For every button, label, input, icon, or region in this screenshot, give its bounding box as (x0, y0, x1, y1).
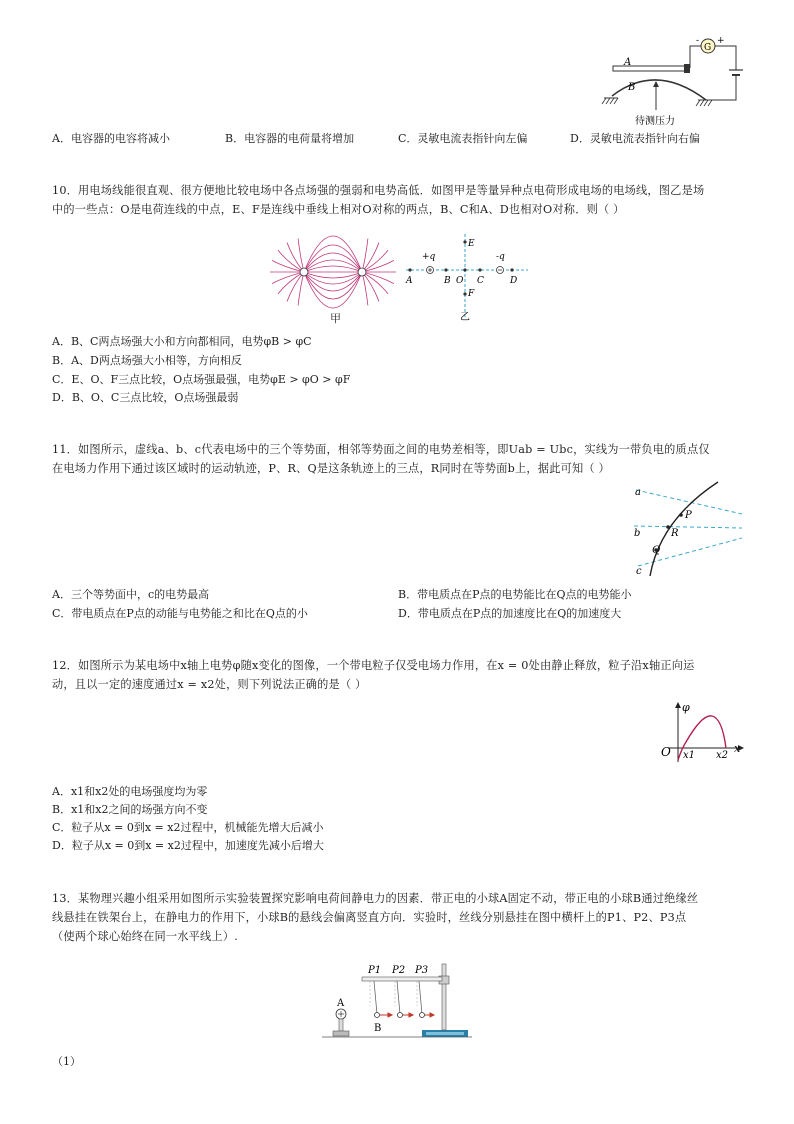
svg-text:+q: +q (422, 252, 436, 262)
svg-text:C: C (477, 276, 484, 286)
field-line (298, 239, 304, 272)
q12-option-a[interactable]: A．x1和x2处的电场强度均为零 (52, 785, 208, 798)
svg-text:φ: φ (682, 701, 690, 714)
q9-option-a[interactable]: A．电容器的电容将减小 (52, 132, 170, 145)
svg-text:+: + (717, 36, 725, 46)
svg-text:B: B (374, 1023, 382, 1034)
q13-stem-line3: （使两个球心始终在同一水平线上）. (52, 930, 238, 943)
svg-text:R: R (671, 528, 679, 539)
svg-text:B: B (628, 82, 636, 93)
q13-stem-line1: 13．某物理兴趣小组采用如图所示实验装置探究影响电荷间静电力的因素．带正电的小球A固定不动，带正电的小球B通过绝缘丝 (52, 892, 699, 905)
svg-text:E: E (468, 239, 475, 249)
svg-text:x1: x1 (683, 750, 696, 761)
svg-text:O: O (661, 745, 671, 759)
svg-text:P1: P1 (368, 965, 382, 976)
field-line (304, 236, 362, 272)
q12-potential-graph (656, 700, 746, 766)
q9-pressure-sensor-figure (598, 32, 748, 132)
svg-text:P3: P3 (415, 965, 429, 976)
field-line (304, 272, 362, 308)
svg-text:D: D (510, 276, 518, 286)
q10-stem-line2: 中的一些点：O是电荷连线的中点，E、F是连线中垂线上相对O对称的两点，B、C和A、D也相对O对称．则（ ） (52, 203, 625, 216)
field-line (362, 239, 368, 272)
q12-stem-line1: 12．如图所示为某电场中x轴上电势φ随x变化的图像，一个带电粒子仅受电场力作用，在x = 0处由静止释放，粒子沿x轴正向运 (52, 659, 695, 672)
positive-charge (300, 268, 308, 276)
q13-stem-line2: 线悬挂在铁架台上，在静电力的作用下，小球B的悬线会偏离竖直方向．实验时，丝线分别悬挂在图中横杆上的P1、P2、P3点 (52, 911, 687, 924)
q10-option-c[interactable]: C．E、O、F三点比较，O点场强最强，电势φE > φO > φF (52, 373, 351, 386)
q13-part-1-label: （1） (52, 1055, 81, 1068)
q9-option-c[interactable]: C．灵敏电流表指针向左偏 (398, 132, 528, 145)
svg-text:-q: -q (496, 252, 505, 262)
negative-charge (358, 268, 366, 276)
svg-text:A: A (624, 57, 632, 68)
q12-option-b[interactable]: B．x1和x2之间的场强方向不变 (52, 803, 208, 816)
q10-option-d[interactable]: D．B、O、C三点比较，O点场强最弱 (52, 391, 239, 404)
q13-apparatus-figure (322, 956, 472, 1044)
q12-stem-line2: 动，且以一定的速度通过x = x2处，则下列说法正确的是（ ） (52, 678, 367, 691)
svg-text:x2: x2 (716, 750, 729, 761)
svg-text:Q: Q (652, 545, 661, 556)
field-line (304, 272, 362, 278)
svg-text:P: P (685, 510, 692, 521)
svg-text:P2: P2 (392, 965, 406, 976)
svg-text:-: - (696, 36, 700, 46)
q11-option-c[interactable]: C．带电质点在P点的动能与电势能之和比在Q点的小 (52, 607, 308, 620)
q11-option-b[interactable]: B．带电质点在P点的电势能比在Q点的电势能小 (398, 588, 632, 601)
q10-option-b[interactable]: B．A、D两点场强大小相等，方向相反 (52, 354, 242, 367)
svg-text:A: A (337, 998, 345, 1009)
q11-stem-line2: 在电场力作用下通过该区域时的运动轨迹，P、R、Q是这条轨迹上的三点，R同时在等势面b上，据此可知（ ） (52, 462, 610, 475)
q10-option-a[interactable]: A．B、C两点场强大小和方向都相同，电势φB > φC (52, 335, 312, 348)
field-line (304, 245, 362, 272)
q10-caption-jia: 甲 (330, 312, 341, 325)
svg-text:G: G (704, 43, 712, 53)
q11-stem-line1: 11．如图所示，虚线a、b、c代表电场中的三个等势面，相邻等势面之间的电势差相等，即Uab = Ubc，实线为一带负电的质点仅 (52, 443, 710, 456)
q10-points-figure-yi (400, 232, 530, 322)
svg-text:x: x (734, 742, 741, 755)
q12-option-c[interactable]: C．粒子从x = 0到x = x2过程中，机械能先增大后减小 (52, 821, 324, 834)
q11-equipotential-figure (630, 480, 744, 580)
svg-text:O: O (456, 276, 464, 286)
q9-option-b[interactable]: B．电容器的电荷量将增加 (225, 132, 355, 145)
svg-text:b: b (634, 528, 641, 539)
svg-text:c: c (636, 566, 642, 577)
svg-text:A: A (406, 276, 413, 286)
field-line (304, 266, 362, 272)
field-line (298, 272, 304, 305)
svg-text:待测压力: 待测压力 (635, 116, 675, 127)
q10-field-lines-figure-jia (266, 232, 400, 312)
q9-option-d[interactable]: D．灵敏电流表指针向右偏 (570, 132, 700, 145)
q11-option-a[interactable]: A．三个等势面中，c的电势最高 (52, 588, 210, 601)
q11-option-d[interactable]: D．带电质点在P点的加速度比在Q的加速度大 (398, 607, 622, 620)
field-line (362, 272, 368, 305)
field-line (304, 272, 362, 299)
svg-text:B: B (444, 276, 451, 286)
svg-text:a: a (635, 487, 641, 498)
svg-text:F: F (468, 289, 475, 299)
q12-option-d[interactable]: D．粒子从x = 0到x = x2过程中，加速度先减小后增大 (52, 839, 324, 852)
q10-stem-line1: 10．用电场线能很直观、很方便地比较电场中各点场强的强弱和电势高低．如图甲是等量异种点电荷形成电场的电场线，图乙是场 (52, 184, 705, 197)
svg-text:乙: 乙 (460, 312, 470, 322)
